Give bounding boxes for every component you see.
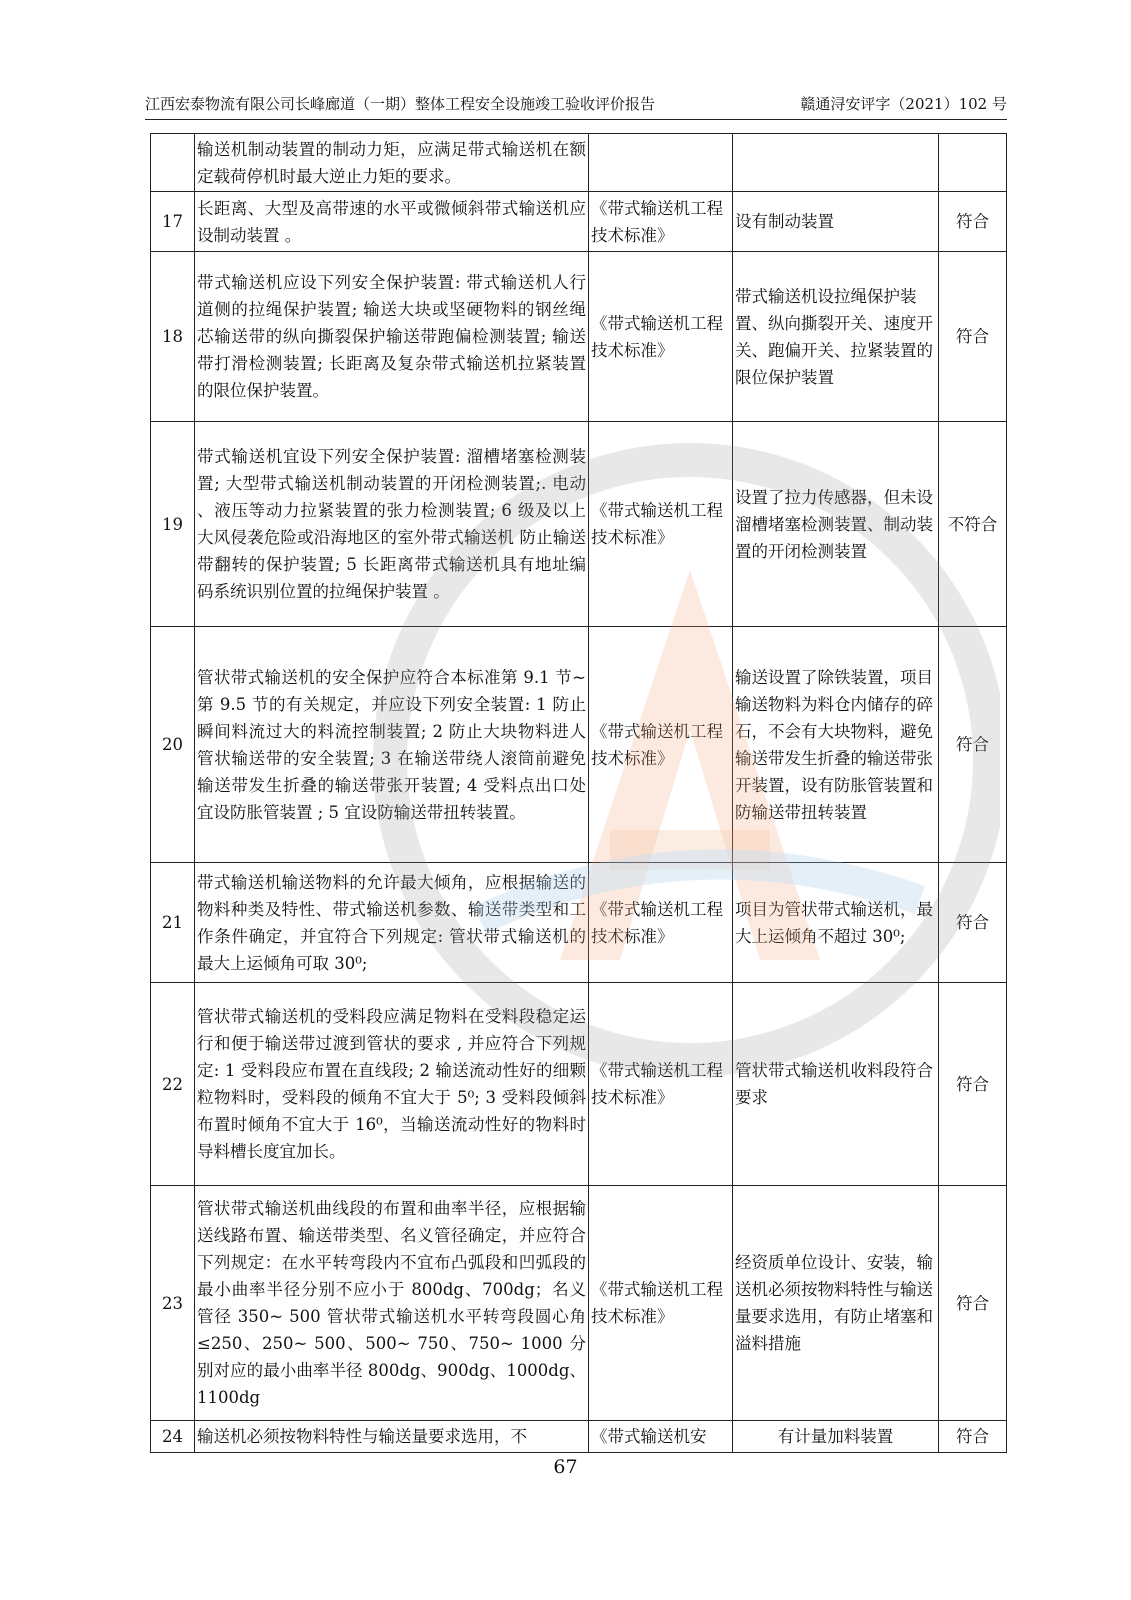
row-fact: 项目为管状带式输送机，最大上运倾角不超过 30⁰; bbox=[733, 863, 939, 983]
row-fact: 输送设置了除铁装置，项目输送物料为料仓内储存的碎石，不会有大块物料，避免输送带发生折叠的输送带张开装置，设有防胀管装置和防输送带扭转装置 bbox=[733, 627, 939, 863]
row-requirement: 输送机必须按物料特性与输送量要求选用，不 bbox=[195, 1421, 589, 1453]
row-result: 符合 bbox=[939, 1421, 1007, 1453]
row-fact: 管状带式输送机收料段符合要求 bbox=[733, 983, 939, 1186]
row-standard: 《带式输送机工程技术标准》 bbox=[589, 983, 733, 1186]
row-result: 符合 bbox=[939, 863, 1007, 983]
row-fact: 设置了拉力传感器，但未设溜槽堵塞检测装置、制动装置的开闭检测装置 bbox=[733, 422, 939, 627]
table-row bbox=[151, 134, 1007, 192]
row-standard: 《带式输送机工程技术标准》 bbox=[589, 252, 733, 422]
table-row bbox=[151, 1421, 1007, 1453]
row-number: 19 bbox=[151, 422, 195, 627]
row-number: 18 bbox=[151, 252, 195, 422]
row-standard: 《带式输送机工程技术标准》 bbox=[589, 422, 733, 627]
row-fact: 设有制动装置 bbox=[733, 192, 939, 252]
row-result: 不符合 bbox=[939, 422, 1007, 627]
row-fact: 经资质单位设计、安装，输送机必须按物料特性与输送量要求选用，有防止堵塞和溢料措施 bbox=[733, 1186, 939, 1421]
row-fact: 有计量加料装置 bbox=[733, 1421, 939, 1453]
row-number: 17 bbox=[151, 192, 195, 252]
row-number: 24 bbox=[151, 1421, 195, 1453]
row-requirement: 输送机制动装置的制动力矩，应满足带式输送机在额定载荷停机时最大逆止力矩的要求。 bbox=[195, 134, 589, 192]
table-row bbox=[151, 422, 1007, 627]
row-fact bbox=[733, 134, 939, 192]
row-result bbox=[939, 134, 1007, 192]
table-row bbox=[151, 983, 1007, 1186]
row-result: 符合 bbox=[939, 1186, 1007, 1421]
evaluation-table bbox=[150, 133, 1007, 1453]
row-requirement: 管状带式输送机的安全保护应符合本标准第 9.1 节~第 9.5 节的有关规定，并应设下列安全装置: 1 防止瞬间料流过大的料流控制装置; 2 防止大块物料进人管状输送带的安全装置; 3 在输送带绕人滚筒前避免输送带发生折叠的输送带张开装置; 4 受料点出口处宜设防胀管装置 ; 5 宜设防输送带扭转装置。 bbox=[195, 627, 589, 863]
row-standard: 《带式输送机安 bbox=[589, 1421, 733, 1453]
row-standard: 《带式输送机工程技术标准》 bbox=[589, 627, 733, 863]
page-footer bbox=[0, 1456, 1131, 1478]
row-result: 符合 bbox=[939, 983, 1007, 1186]
row-requirement: 带式输送机应设下列安全保护装置: 带式输送机人行道侧的拉绳保护装置; 输送大块或坚硬物料的钢丝绳芯输送带的纵向撕裂保护输送带跑偏检测装置; 输送带打滑检测装置; 长距离及复杂带式输送机拉紧装置的限位保护装置。 bbox=[195, 252, 589, 422]
row-number: 23 bbox=[151, 1186, 195, 1421]
header-rule bbox=[145, 119, 1007, 120]
table-row bbox=[151, 1186, 1007, 1421]
table-row bbox=[151, 863, 1007, 983]
row-result: 符合 bbox=[939, 192, 1007, 252]
row-requirement: 带式输送机输送物料的允许最大倾角，应根据输送的物料种类及特性、带式输送机参数、输送带类型和工作条件确定，并宜符合下列规定: 管状带式输送机的最大上运倾角可取 30⁰; bbox=[195, 863, 589, 983]
row-standard bbox=[589, 134, 733, 192]
row-standard: 《带式输送机工程技术标准》 bbox=[589, 192, 733, 252]
row-fact: 带式输送机设拉绳保护装置、纵向撕裂开关、速度开关、跑偏开关、拉紧装置的限位保护装置 bbox=[733, 252, 939, 422]
row-standard: 《带式输送机工程技术标准》 bbox=[589, 1186, 733, 1421]
row-requirement: 长距离、大型及高带速的水平或微倾斜带式输送机应设制动装置 。 bbox=[195, 192, 589, 252]
table-row bbox=[151, 192, 1007, 252]
row-number: 22 bbox=[151, 983, 195, 1186]
row-requirement: 带式输送机宜设下列安全保护装置: 溜槽堵塞检测装置; 大型带式输送机制动装置的开闭检测装置;. 电动 、液压等动力拉紧装置的张力检测装置; 6 级及以上大风侵袭危险或沿海地区的室外带式输送机 防止输送带翻转的保护装置; 5 长距离带式输送机具有地址编码系统识别位置的拉绳保护装置 。 bbox=[195, 422, 589, 627]
header-document-number: 赣通浔安评字（2021）102 号 bbox=[800, 95, 1007, 113]
row-result: 符合 bbox=[939, 252, 1007, 422]
row-requirement: 管状带式输送机的受料段应满足物料在受料段稳定运行和便于输送带过渡到管状的要求 , 并应符合下列规定: 1 受料段应布置在直线段; 2 输送流动性好的细颗粒物料时，受料段的倾角不宜大于 5⁰; 3 受料段倾斜布置时倾角不宜大于 16⁰，当输送流动性好的物料时导料槽长度宜加长。 bbox=[195, 983, 589, 1186]
row-number bbox=[151, 134, 195, 192]
row-standard: 《带式输送机工程技术标准》 bbox=[589, 863, 733, 983]
page-number: 67 bbox=[553, 1456, 578, 1478]
page-header bbox=[145, 94, 1007, 114]
row-number: 20 bbox=[151, 627, 195, 863]
header-report-title: 江西宏泰物流有限公司长峰廊道（一期）整体工程安全设施竣工验收评价报告 bbox=[145, 95, 656, 113]
row-requirement: 管状带式输送机曲线段的布置和曲率半径，应根据输送线路布置、输送带类型、名义管径确定，并应符合下列规定：在水平转弯段内不宜布凸弧段和凹弧段的最小曲率半径分别不应小于 800dg、700dg；名义管径 350~ 500 管状带式输送机水平转弯段圆心角≤250、250~ 500、500~ 750、750~ 1000 分别对应的最小曲率半径 800dg、900dg、1000dg、1100dg bbox=[195, 1186, 589, 1421]
row-result: 符合 bbox=[939, 627, 1007, 863]
table-row bbox=[151, 252, 1007, 422]
table-row bbox=[151, 627, 1007, 863]
row-number: 21 bbox=[151, 863, 195, 983]
